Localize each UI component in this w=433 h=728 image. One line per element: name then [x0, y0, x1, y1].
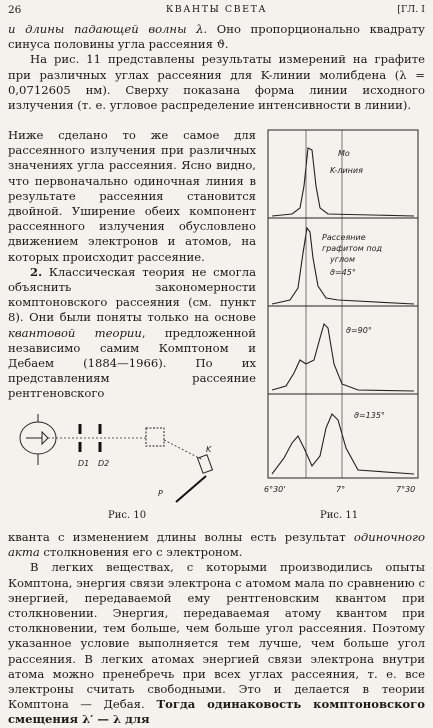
paragraph-3-italic: квантовой теории — [8, 325, 142, 340]
running-header — [8, 4, 425, 18]
chapter-marker: [ГЛ. I — [397, 4, 425, 15]
paragraph-5-bold: Тогда одинаковость комптоновского смещения λ′ — λ для — [8, 697, 426, 727]
page-number: 26 — [8, 4, 22, 16]
paragraph-1 — [8, 22, 425, 52]
paragraph-4-text-a: кванта с изменением длины волны есть результат — [8, 530, 354, 544]
panel-1-label-mo: Mo — [338, 149, 350, 158]
panel-2-label-1: Рассеяние — [322, 233, 366, 242]
panel-2-label-3: углом — [330, 255, 355, 264]
paragraph-1-text: Оно пропорционально квадрату синуса половины угла рассеяния ϑ. — [8, 22, 425, 52]
paragraph-1-italic: и длины падающей волны λ. — [8, 22, 208, 36]
tick-label-3: 7°30 — [396, 485, 416, 494]
figure-10-setup-diagram — [8, 410, 248, 505]
paragraph-2: На рис. 11 представлены результаты измерений на графите при различных углах рассеяния для K-линии молибдена (λ = 0,0712605 нм). Сверху показана форма линии исходного излучения (т. е. угловое распределение интенсивности в линии). — [8, 52, 425, 113]
paragraph-3-text-a: Классическая теория не смогла объяснить закономерности комптоновского рассеяния (см. пункт 8). Они были поняты только на основе — [8, 264, 256, 325]
spectrum-curve-135deg — [272, 414, 414, 474]
paragraph-3-text-b: , предложенной независимо самим Комптоном и Дебаем (1884—1966). По их представлениям рассеяние рентгеновского — [8, 325, 256, 401]
scattered-beam — [164, 440, 203, 460]
paragraph-2-continued: Ниже сделано то же самое для рассеянного излучения при различных значениях угла рассеяния. Ясно видно, что первоначально одиночная линия в результате рассеяния становится двойной. Уширение обеих компонент рассеянного излучения обусловлено движением электронов и атомов, на которых происходит рассеяние. — [8, 128, 256, 264]
text-bottom — [8, 530, 425, 728]
paragraph-5-text: В легких веществах, с которыми производились опыты Комптона, энергия связи электрона с атомом мала по сравнению с энергией, передаваемой ему рентгеновским квантом при столкновении. Энергия, передаваемая атому квантом при столкновении, тем больше, чем больше угол рассеяния. Поэтому указанное условие выполняется тем лучше, чем больше угол рассеяния. В легких атомах энергией связи электрона внутри атома можно пренебречь при всех углах рассеяния, т. е. все электроны считать свободными. Это и делается в теории Комптона — Дебая. — [8, 560, 425, 712]
paragraph-4-text-b: столкновения его с электроном. — [39, 545, 243, 560]
figure-11-spectra — [258, 128, 428, 503]
text-wrapped-column — [8, 128, 256, 402]
paragraph-4 — [8, 530, 425, 560]
panel-2-label-2: графитом под — [322, 244, 383, 253]
paragraph-3 — [8, 265, 256, 402]
running-title: КВАНТЫ СВЕТА — [165, 4, 268, 15]
xray-tube — [20, 414, 56, 465]
figure-11-frame — [268, 130, 418, 478]
paragraph-4-italic: одиночного акта — [8, 530, 425, 560]
panel-4-label: ϑ=135° — [354, 411, 385, 420]
paragraph-3-number: 2. — [30, 264, 43, 279]
panel-1-label-kline: K-линия — [330, 166, 363, 175]
figure-11-caption: Рис. 11 — [320, 510, 359, 521]
photoplate — [176, 476, 206, 502]
panel-3-label: ϑ=90° — [346, 326, 372, 335]
label-d2: D2 — [98, 459, 110, 468]
scatterer — [146, 428, 164, 446]
label-k: K — [206, 445, 212, 454]
figure-10-caption: Рис. 10 — [108, 510, 147, 521]
text-top — [8, 22, 425, 113]
tick-label-2: 7° — [336, 485, 346, 494]
spectrum-curve-90deg — [272, 324, 414, 391]
tick-label-1: 6°30' — [264, 485, 286, 494]
panel-2-label-4: ϑ=45° — [330, 268, 356, 277]
crystal-k — [198, 455, 213, 473]
label-p: P — [158, 489, 163, 498]
label-d1: D1 — [78, 459, 90, 468]
paragraph-5 — [8, 560, 425, 727]
spectrum-curve-original — [272, 148, 414, 216]
